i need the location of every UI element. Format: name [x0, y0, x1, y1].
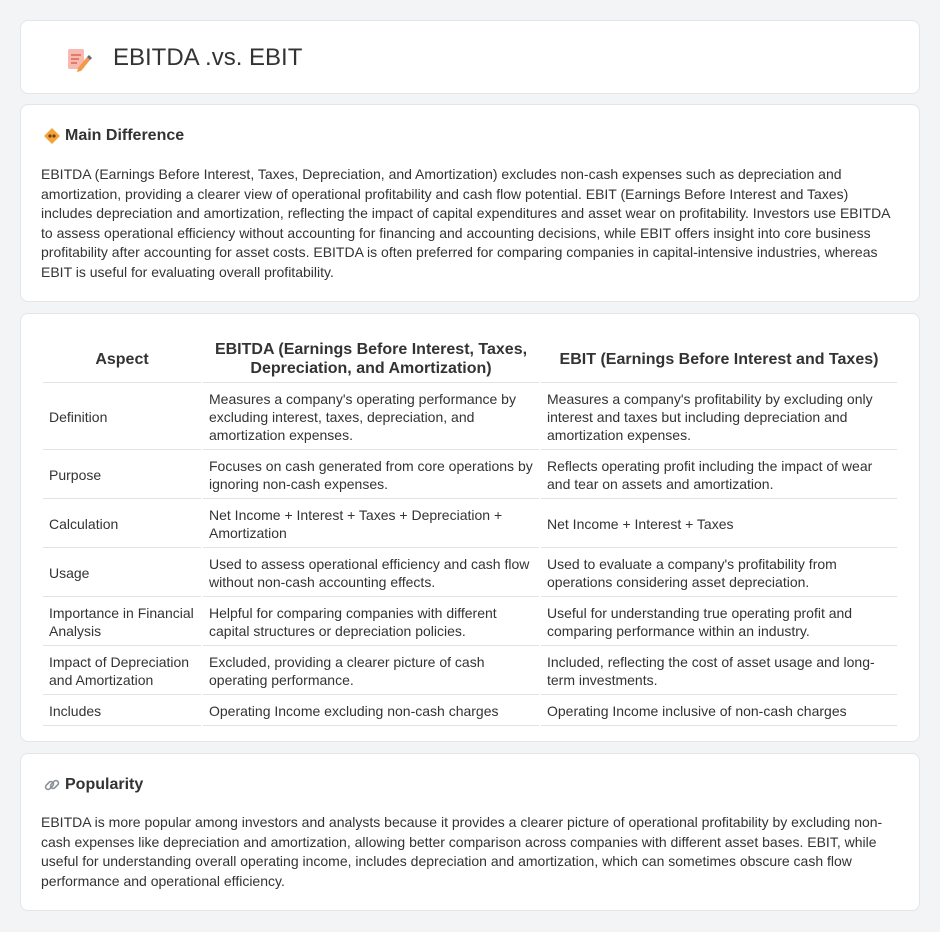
comparison-table	[41, 334, 899, 728]
document-pen-icon	[65, 47, 93, 73]
page-title: EBITDA .vs. EBIT	[113, 44, 303, 71]
table-cell: Used to assess operational efficiency and cash flow without non-cash accounting effects.	[203, 550, 539, 597]
table-cell: Net Income + Interest + Taxes + Depreciation + Amortization	[203, 501, 539, 548]
main-difference-heading	[43, 127, 184, 145]
diamond-icon	[43, 127, 61, 145]
popularity-card	[20, 753, 920, 911]
table-row	[43, 599, 897, 646]
popularity-text: EBITDA is more popular among investors and analysts because it provides a clearer picture of operational profitability by excluding non-cash expenses like depreciation and amortization, allowing better comparison across companies with different asset bases. EBIT, while useful for understanding overall operating income, includes depreciation and amortization, which can sometimes obscure cash flow performance and operational efficiency.	[41, 814, 883, 889]
table-cell: Focuses on cash generated from core operations by ignoring non-cash expenses.	[203, 452, 539, 499]
table-cell: Measures a company's operating performance by excluding interest, taxes, depreciation, and amortization expenses.	[203, 385, 539, 450]
table-cell: Included, reflecting the cost of asset usage and long-term investments.	[541, 648, 897, 695]
table-cell: Excluded, providing a clearer picture of cash operating performance.	[203, 648, 539, 695]
table-cell: Measures a company's profitability by excluding only interest and taxes but including depreciation and amortization expenses.	[541, 385, 897, 450]
title-card	[20, 20, 920, 94]
popularity-heading	[43, 776, 143, 794]
table-row	[43, 550, 897, 597]
link-icon	[43, 776, 61, 794]
table-cell: Operating Income inclusive of non-cash charges	[541, 697, 897, 726]
table-cell: Definition	[43, 385, 201, 450]
table-cell: Useful for understanding true operating profit and comparing performance within an industry.	[541, 599, 897, 646]
column-header: EBITDA (Earnings Before Interest, Taxes, Depreciation, and Amortization)	[203, 336, 539, 383]
table-cell: Net Income + Interest + Taxes	[541, 501, 897, 548]
table-row	[43, 501, 897, 548]
table-header-row	[43, 336, 897, 383]
table-cell: Usage	[43, 550, 201, 597]
table-row	[43, 385, 897, 450]
table-cell: Calculation	[43, 501, 201, 548]
main-difference-card	[20, 104, 920, 302]
main-difference-heading-text: Main Difference	[65, 127, 185, 144]
table-cell: Reflects operating profit including the impact of wear and tear on assets and amortization.	[541, 452, 897, 499]
popularity-heading-text: Popularity	[65, 776, 144, 793]
table-cell: Purpose	[43, 452, 201, 499]
table-cell: Helpful for comparing companies with different capital structures or depreciation policies.	[203, 599, 539, 646]
comparison-card	[20, 313, 920, 742]
column-header: Aspect	[43, 336, 201, 383]
table-row	[43, 697, 897, 726]
table-cell: Used to evaluate a company's profitability from operations considering asset depreciation.	[541, 550, 897, 597]
table-cell: Impact of Depreciation and Amortization	[43, 648, 201, 695]
table-cell: Includes	[43, 697, 201, 726]
table-row	[43, 648, 897, 695]
table-row	[43, 452, 897, 499]
main-difference-text: EBITDA (Earnings Before Interest, Taxes, Depreciation, and Amortization) excludes non-cash expenses such as depreciation and amortization, providing a clearer view of operational profitability and cash flow potential. EBIT (Earnings Before Interest and Taxes) includes depreciation and amortization, reflecting the impact of capital expenditures and asset wear on profitability. Investors use EBITDA to assess operational efficiency without accounting for financing and accounting decisions, while EBIT offers insight into core business profitability after accounting for asset costs. EBITDA is often preferred for comparing companies in capital-intensive industries, whereas EBIT is useful for evaluating overall profitability.	[41, 166, 890, 280]
column-header: EBIT (Earnings Before Interest and Taxes)	[541, 336, 897, 383]
table-cell: Operating Income excluding non-cash charges	[203, 697, 539, 726]
table-cell: Importance in Financial Analysis	[43, 599, 201, 646]
